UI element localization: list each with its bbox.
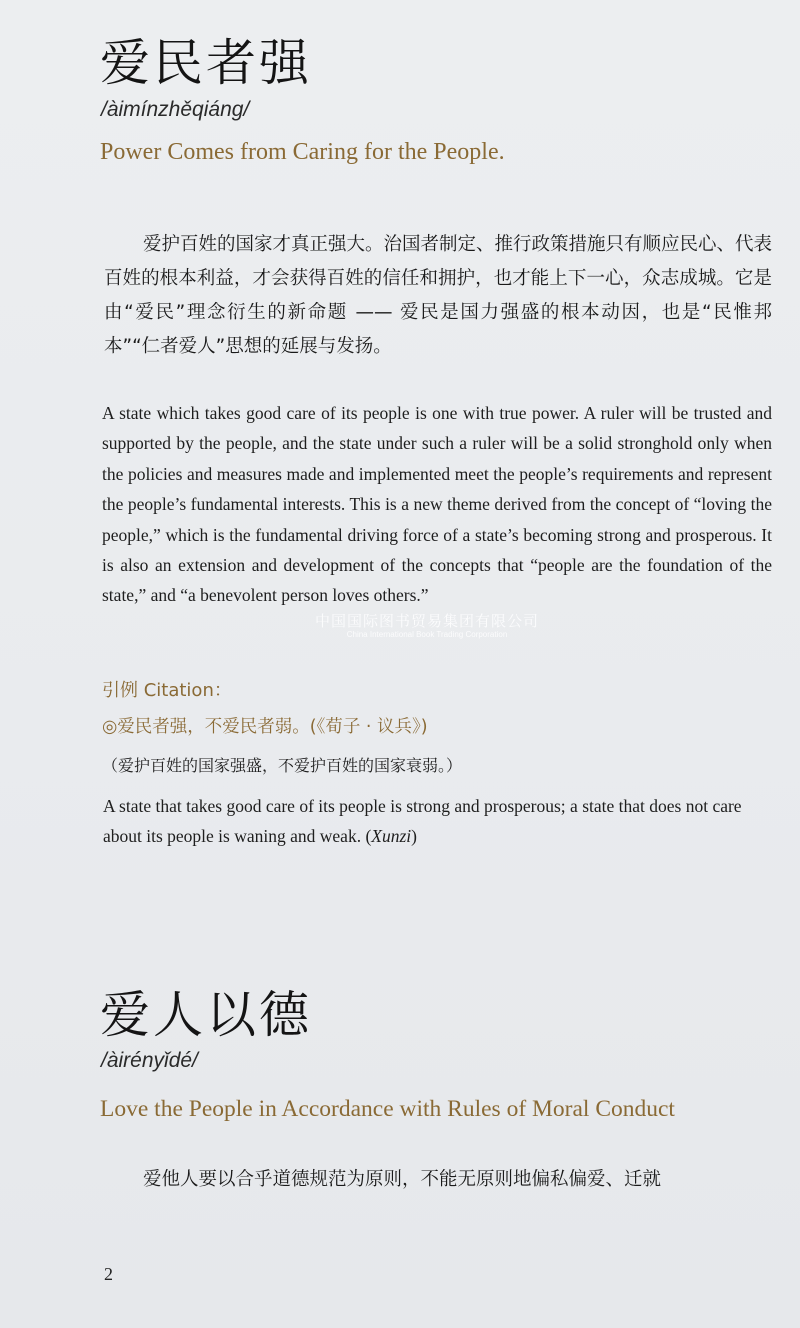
entry-chinese-explanation: 爱他人要以合乎道德规范为原则，不能无原则地偏私偏爱、迁就 (143, 1169, 662, 1190)
entry-chinese-title: 爱民者强 (100, 34, 312, 92)
entry-english-title: Power Comes from Caring for the People. (100, 139, 505, 165)
citation-source: Xunzi (371, 826, 412, 846)
citation-chinese: ◎爱民者强，不爱民者弱。(《荀子 · 议兵》) (102, 717, 428, 737)
watermark (262, 613, 592, 639)
entry-english-title: Love the People in Accordance with Rules of Moral Conduct (100, 1096, 675, 1122)
citation-english: A state that takes good care of its people is strong and prosperous; a state that does not care about its people is waning and weak. (Xunzi) (103, 796, 742, 846)
watermark-english: China International Book Trading Corporation (346, 630, 508, 640)
entry-chinese-explanation: 爱护百姓的国家才真正强大。治国者制定、推行政策措施只有顺应民心、代表百姓的根本利益，才会获得百姓的信任和拥护，也才能上下一心，众志成城。它是由“爱民”理念衍生的新命题 —— 爱民是国力强盛的根本动因，也是“民惟邦本”“仁者爱人”思想的延展与发扬。 (104, 234, 773, 357)
entry-chinese-title: 爱人以德 (100, 986, 312, 1044)
page-number: 2 (104, 1264, 113, 1284)
citation-english-text: A state that takes good care of its people is strong and prosperous; a state that does not care about its people is waning and weak. (103, 796, 742, 846)
entry-pinyin: /àimínzhěqiáng/ (101, 98, 250, 121)
entry-pinyin: /àirényǐdé/ (101, 1049, 198, 1072)
citation-heading: 引例 Citation： (102, 680, 232, 701)
citation-modern-chinese: （爱护百姓的国家强盛，不爱护百姓的国家衰弱。） (102, 756, 463, 775)
entry-english-explanation: A state which takes good care of its people is one with true power. A ruler will be trusted and supported by the people, and the state under such a ruler will be a solid stronghold only when the policies and measures made and implemented meet the people’s requirements and represent the people’s fundamental interests. This is a new theme derived from the concept of “loving the people,” which is the fundamental driving force of a state’s becoming strong and prosperous. It is also an extension and development of the concepts that “people are the foundation of the state,” and “a benevolent person loves others.” (102, 403, 772, 606)
watermark-chinese: 中国国际图书贸易集团有限公司 (314, 612, 539, 630)
